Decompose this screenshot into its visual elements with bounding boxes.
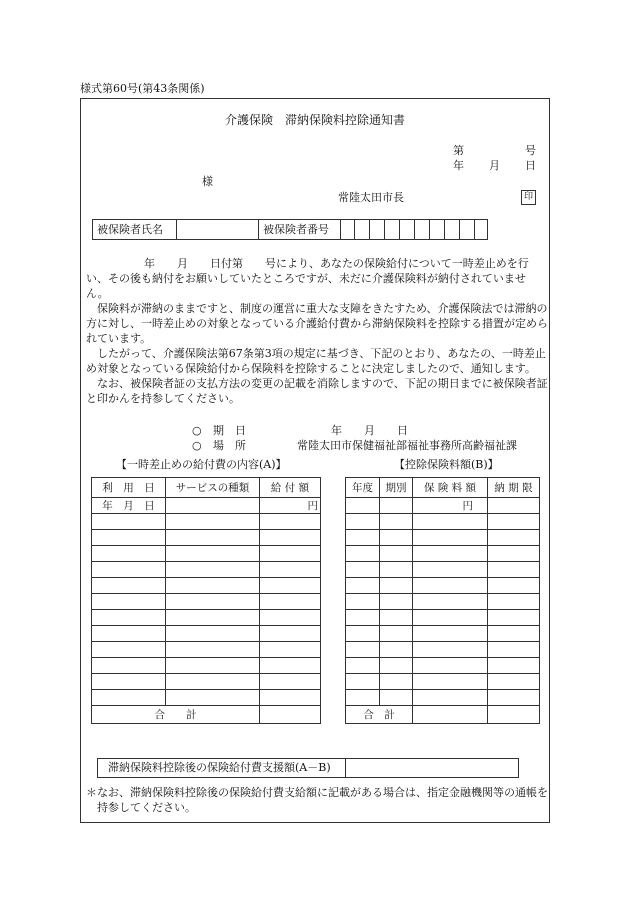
table-row — [346, 546, 540, 562]
cell — [166, 642, 260, 658]
cell — [488, 610, 540, 626]
cell — [380, 658, 413, 674]
table-b — [345, 477, 540, 724]
date-month: 月 — [489, 159, 500, 172]
total-label: 合 計 — [346, 706, 413, 724]
table-row — [346, 514, 540, 530]
cell — [260, 626, 321, 642]
name-label: 被保険者氏名 — [93, 220, 177, 239]
header-cell: 利 用 日 — [92, 478, 166, 498]
cell — [346, 642, 380, 658]
table-row — [346, 658, 540, 674]
cell — [380, 674, 413, 690]
date-year: 年 — [453, 159, 464, 172]
table-a — [91, 477, 321, 724]
cell — [260, 562, 321, 578]
cell — [488, 674, 540, 690]
footnote: ＊なお、滞納保険料控除後の保険給付費支給額に記載がある場合は、指定金融機関等の通帳を持参してください。 — [86, 786, 548, 814]
cell — [413, 514, 488, 530]
table-row — [92, 530, 321, 546]
number-digit — [385, 220, 400, 239]
header-cell: サービスの種類 — [166, 478, 260, 498]
cell — [488, 626, 540, 642]
table-b-caption: 【控除保険料額(B)】 — [394, 458, 499, 471]
cell — [92, 562, 166, 578]
cell — [488, 562, 540, 578]
kijitsu-marker: ○ — [192, 424, 202, 437]
cell — [166, 530, 260, 546]
number-label: 被保険者番号 — [259, 220, 341, 239]
cell — [260, 546, 321, 562]
name-value — [177, 220, 259, 239]
cell — [166, 514, 260, 530]
cell — [380, 498, 413, 514]
cell — [92, 594, 166, 610]
cell — [488, 690, 540, 706]
cell — [166, 610, 260, 626]
table-row — [92, 546, 321, 562]
cell — [413, 562, 488, 578]
cell — [346, 594, 380, 610]
table-row — [346, 562, 540, 578]
total-cell — [260, 706, 321, 724]
cell — [380, 610, 413, 626]
cell — [260, 530, 321, 546]
cell — [92, 674, 166, 690]
number-digit — [370, 220, 385, 239]
header-cell: 給 付 額 — [260, 478, 321, 498]
date-day: 日 — [525, 159, 536, 172]
cell: 円 — [260, 498, 321, 514]
cell — [380, 594, 413, 610]
number-digit — [355, 220, 370, 239]
cell — [346, 578, 380, 594]
cell — [488, 594, 540, 610]
cell — [92, 578, 166, 594]
table-row — [92, 642, 321, 658]
number-digit — [475, 220, 489, 239]
cell — [166, 658, 260, 674]
table-row — [346, 642, 540, 658]
cell — [346, 562, 380, 578]
cell — [166, 498, 260, 514]
cell — [380, 690, 413, 706]
table-a-caption: 【一時差止めの給付費の内容(A)】 — [116, 458, 287, 471]
cell — [346, 498, 380, 514]
table-row — [92, 578, 321, 594]
number-digit — [415, 220, 430, 239]
number-digit — [430, 220, 445, 239]
doc-number-dai: 第 — [453, 144, 464, 157]
header-cell: 期別 — [380, 478, 413, 498]
cell — [92, 690, 166, 706]
paragraph-3: したがって、介護保険法第67条第3項の規定に基づき、下記のとおり、あなたの、一時差止め対象となっている保険給付から保険料を控除することに決定しましたので、通知します。 — [86, 347, 546, 375]
cell — [413, 530, 488, 546]
table-row — [346, 498, 540, 514]
cell — [346, 546, 380, 562]
cell — [260, 642, 321, 658]
table-row — [92, 674, 321, 690]
cell — [413, 626, 488, 642]
total-row — [346, 706, 540, 724]
cell — [346, 674, 380, 690]
cell — [166, 594, 260, 610]
cell — [166, 690, 260, 706]
cell — [380, 578, 413, 594]
notice-body — [86, 256, 548, 406]
cell — [380, 562, 413, 578]
cell: 年 月 日 — [92, 498, 166, 514]
table-row — [92, 690, 321, 706]
cell — [260, 610, 321, 626]
total-cell — [488, 706, 540, 724]
cell — [92, 626, 166, 642]
number-digit — [460, 220, 475, 239]
cell — [380, 514, 413, 530]
cell — [92, 658, 166, 674]
cell — [346, 690, 380, 706]
final-amount-box — [97, 758, 519, 778]
cell — [260, 674, 321, 690]
form-number: 様式第60号(第43条関係) — [80, 82, 205, 95]
table-row — [92, 594, 321, 610]
cell — [413, 690, 488, 706]
cell — [260, 690, 321, 706]
table-row — [92, 514, 321, 530]
paragraph-1: 年 月 日付第 号により、あなたの保険給付について一時差止めを行い、その後も納付をお願いしていたところですが、未だに介護保険料が納付されていません。 — [86, 257, 529, 300]
cell — [166, 562, 260, 578]
header-cell: 保 険 料 額 — [413, 478, 488, 498]
cell — [92, 642, 166, 658]
table-row — [346, 578, 540, 594]
cell — [413, 658, 488, 674]
cell — [413, 546, 488, 562]
table-row — [92, 626, 321, 642]
cell — [380, 530, 413, 546]
cell — [346, 658, 380, 674]
cell — [346, 626, 380, 642]
number-digit — [400, 220, 415, 239]
table-row — [346, 674, 540, 690]
table-row — [346, 690, 540, 706]
kijitsu-value: 年 月 日 — [331, 424, 408, 437]
cell — [260, 594, 321, 610]
number-digit — [445, 220, 460, 239]
table-row — [92, 498, 321, 514]
doc-number-go: 号 — [525, 144, 536, 157]
table-row — [346, 610, 540, 626]
cell — [166, 626, 260, 642]
header-cell: 納 期 限 — [488, 478, 540, 498]
insured-info-box — [92, 219, 488, 240]
document-title: 介護保険 滞納保険料控除通知書 — [224, 113, 405, 127]
cell — [92, 546, 166, 562]
cell: 円 — [413, 498, 488, 514]
basho-marker: ○ — [192, 439, 202, 452]
cell — [488, 578, 540, 594]
number-digit — [341, 220, 355, 239]
paragraph-2: 保険料が滞納のままですと、制度の運営に重大な支障をきたすため、介護保険法では滞納の方に対し、一時差止めの対象となっている介護給付費から滞納保険料を控除する措置が定められています。 — [86, 302, 548, 345]
cell — [380, 626, 413, 642]
cell — [346, 610, 380, 626]
cell — [413, 642, 488, 658]
header-cell: 年度 — [346, 478, 380, 498]
cell — [92, 610, 166, 626]
table-row — [92, 610, 321, 626]
table-row — [92, 562, 321, 578]
cell — [488, 498, 540, 514]
table-row — [346, 626, 540, 642]
cell — [413, 594, 488, 610]
final-amount-label: 滞納保険料控除後の保険給付費支援額(A－B) — [98, 759, 346, 777]
cell — [260, 514, 321, 530]
cell — [488, 658, 540, 674]
seal-mark: 印 — [521, 190, 536, 205]
cell — [92, 514, 166, 530]
cell — [346, 530, 380, 546]
issuer: 常陸太田市長 — [338, 191, 404, 204]
cell — [346, 514, 380, 530]
cell — [413, 674, 488, 690]
total-cell — [413, 706, 488, 724]
total-row — [92, 706, 321, 724]
cell — [92, 530, 166, 546]
cell — [488, 642, 540, 658]
addressee-suffix: 様 — [202, 175, 213, 188]
table-row — [346, 530, 540, 546]
kijitsu-label: 期 日 — [213, 424, 246, 437]
cell — [260, 578, 321, 594]
basho-value: 常陸太田市保健福祉部福祉事務所高齢福祉課 — [297, 439, 517, 452]
cell — [488, 514, 540, 530]
cell — [488, 530, 540, 546]
cell — [166, 578, 260, 594]
cell — [380, 642, 413, 658]
cell — [413, 610, 488, 626]
cell — [380, 546, 413, 562]
cell — [413, 578, 488, 594]
cell — [260, 658, 321, 674]
cell — [488, 546, 540, 562]
basho-label: 場 所 — [213, 439, 246, 452]
cell — [166, 674, 260, 690]
cell — [166, 546, 260, 562]
paragraph-4: なお、被保険者証の支払方法の変更の記載を消除しますので、下記の期日までに被保険者証と印かんを持参してください。 — [86, 377, 548, 405]
table-row — [346, 594, 540, 610]
table-row — [92, 658, 321, 674]
total-label: 合 計 — [92, 706, 260, 724]
